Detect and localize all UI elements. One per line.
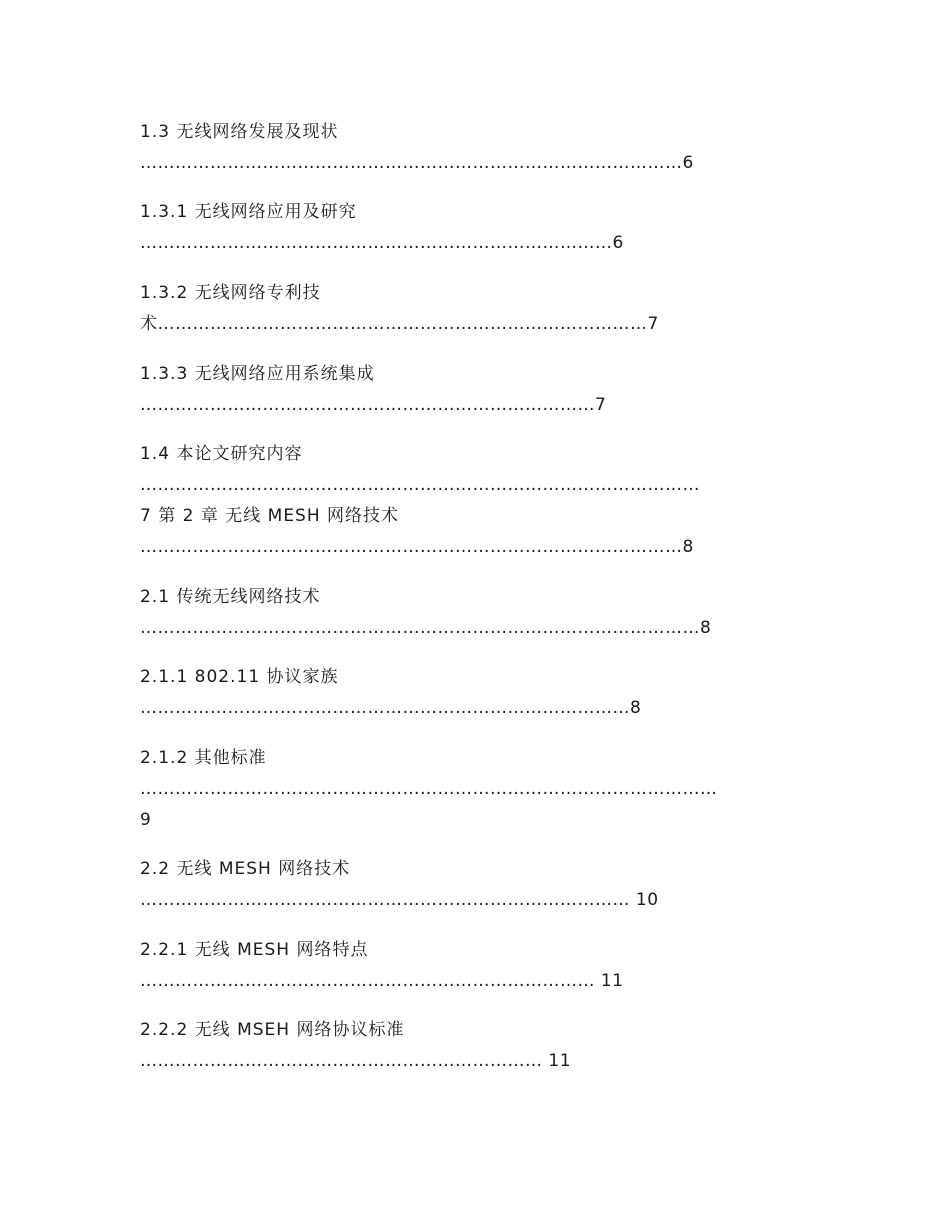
toc-entry-1-4: 1.4 本论文研究内容	[140, 444, 303, 464]
toc-entry-2-1-2: 2.1.2 其他标准	[140, 748, 267, 768]
toc-entry-chapter-2: 7 第 2 章 无线 MESH 网络技术	[140, 506, 400, 526]
toc-entry-2-1-1: 2.1.1 802.11 协议家族	[140, 667, 339, 687]
toc-entry-1-3: 1.3 无线网络发展及现状	[140, 122, 339, 142]
toc-entry-2-2: 2.2 无线 MESH 网络技术	[140, 859, 351, 879]
toc-entry-2-1: 2.1 传统无线网络技术	[140, 587, 321, 607]
toc-entry-1-3-1: 1.3.1 无线网络应用及研究	[140, 202, 357, 222]
toc-leader-1-3-2: 术…………………………………………………………………………7	[140, 314, 659, 334]
toc-leader-2-2-2: …………………………………………………………… 11	[140, 1051, 572, 1071]
toc-leader-1-3: …………………………………………………………………………………6	[140, 153, 694, 173]
toc-entry-2-2-1: 2.2.1 无线 MESH 网络特点	[140, 940, 369, 960]
toc-leader-2-2: ………………………………………………………………………… 10	[140, 890, 659, 910]
toc-entry-2-2-2: 2.2.2 无线 MSEH 网络协议标准	[140, 1020, 405, 1040]
toc-leader-1-3-3: ……………………………………………………………………7	[140, 395, 607, 415]
toc-page-2-1-2: 9	[140, 810, 152, 830]
toc-leader-chapter-2: …………………………………………………………………………………8	[140, 537, 694, 557]
toc-leader-2-1-1: …………………………………………………………………………8	[140, 698, 642, 718]
toc-leader-2-1-2: ………………………………………………………………………………………	[140, 779, 718, 799]
toc-leader-2-1: ……………………………………………………………………………………8	[140, 618, 712, 638]
toc-leader-1-3-1: ………………………………………………………………………6	[140, 233, 624, 253]
toc-leader-1-4: ……………………………………………………………………………………	[140, 475, 700, 495]
toc-entry-1-3-3: 1.3.3 无线网络应用系统集成	[140, 364, 375, 384]
toc-leader-2-2-1: …………………………………………………………………… 11	[140, 971, 624, 991]
toc-entry-1-3-2: 1.3.2 无线网络专利技	[140, 283, 321, 303]
